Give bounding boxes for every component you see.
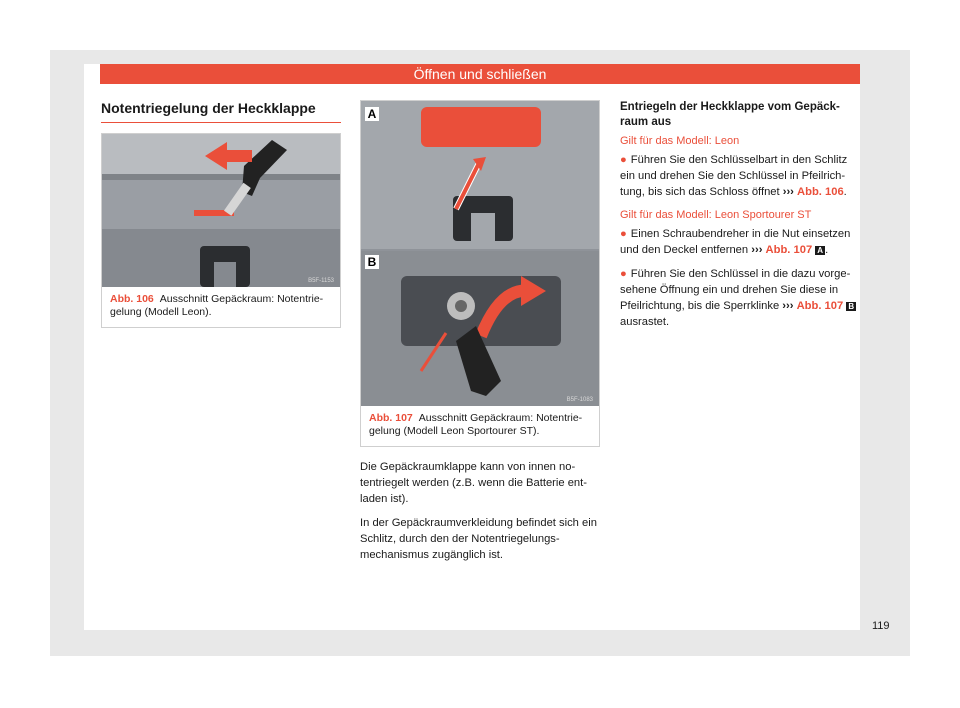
figure-106-code: B5F-1153: [308, 278, 334, 284]
figure-107-caption-text: Ausschnitt Gepäckraum: Notentrie-gelung (Modell Leon Sportourer ST).: [369, 412, 583, 437]
step-cover-text: Einen Schraubendreher in die Nut einsetzen und den Deckel entfernen: [620, 228, 851, 256]
ref-abb-106[interactable]: Abb. 106: [797, 186, 844, 198]
model-note-leon: Gilt für das Modell: Leon: [620, 135, 740, 147]
model-note-sportourer: Gilt für das Modell: Leon Sportourer ST: [620, 209, 812, 221]
section-title: Notentriegelung der Heckklappe: [101, 100, 341, 123]
figure-107-number: Abb. 107: [369, 412, 413, 424]
page-header: Öffnen und schließen: [100, 64, 860, 84]
bullet-icon: ●: [620, 228, 627, 240]
step-key: [620, 266, 858, 330]
step-key-end: ausrastet.: [620, 316, 670, 328]
step-leon-text: Führen Sie den Schlüsselbart in den Schlitz ein und drehen Sie den Schlüssel in Pfeilrich-tung, bis sich das Schloss öffnet: [620, 154, 848, 198]
step-cover: ● Einen Schraubendreher in die Nut einsetzen und den Deckel entfernen ››› Abb. 107 A .: [620, 228, 851, 256]
bullet-icon: ●: [620, 154, 627, 166]
figure-106: [101, 133, 341, 328]
subsection-title: Entriegeln der Heckklappe vom Gepäck-raum aus: [620, 101, 840, 128]
figure-107: [360, 100, 600, 447]
figure-107-code: B5F-1083: [566, 397, 593, 403]
step-leon: ● Führen Sie den Schlüsselbart in den Schlitz ein und drehen Sie den Schlüssel in Pfeilrich-tung, bis sich das Schloss öffnet ››› Abb. 106.: [620, 154, 848, 198]
figure-107-caption: [361, 406, 599, 446]
bullet-icon: ●: [620, 268, 627, 280]
figure-107-label-b: B: [365, 255, 379, 269]
column-right: [620, 100, 858, 338]
figure-106-caption-text: Ausschnitt Gepäckraum: Notentrie-gelung (Modell Leon).: [110, 293, 324, 318]
column-middle: [360, 100, 600, 571]
page-number: 119: [872, 620, 890, 632]
figure-107-image: [361, 101, 599, 406]
arrows-icon: ›››: [782, 300, 794, 312]
figure-107-illustration: [361, 101, 599, 406]
arrows-icon: ›››: [782, 186, 794, 198]
label-b-badge: B: [848, 302, 855, 311]
figure-107-label-a: A: [365, 107, 379, 121]
figure-106-image: [102, 134, 340, 287]
figure-106-number: Abb. 106: [110, 293, 154, 305]
paragraph-slot: In der Gepäckraumverkleidung befindet sich ein Schlitz, durch den der Notentriegelungs-mechanismus zugänglich ist.: [360, 517, 597, 561]
label-a-badge: A: [817, 246, 824, 255]
column-left: [101, 100, 341, 328]
step-key-text: Führen Sie den Schlüssel in die dazu vorge-sehene Öffnung ein und drehen Sie diese in Pfeilrichtung, bis die Sperrklinke: [620, 268, 851, 312]
arrows-icon: ›››: [751, 244, 763, 256]
paragraph-intro: Die Gepäckraumklappe kann von innen no-tentriegelt werden (z.B. wenn die Batterie ent-laden ist).: [360, 461, 587, 505]
ref-abb-107-b[interactable]: Abb. 107: [796, 300, 844, 312]
ref-abb-107-a[interactable]: Abb. 107: [765, 244, 813, 256]
figure-106-illustration: [102, 134, 340, 287]
figure-106-caption: [102, 287, 340, 327]
